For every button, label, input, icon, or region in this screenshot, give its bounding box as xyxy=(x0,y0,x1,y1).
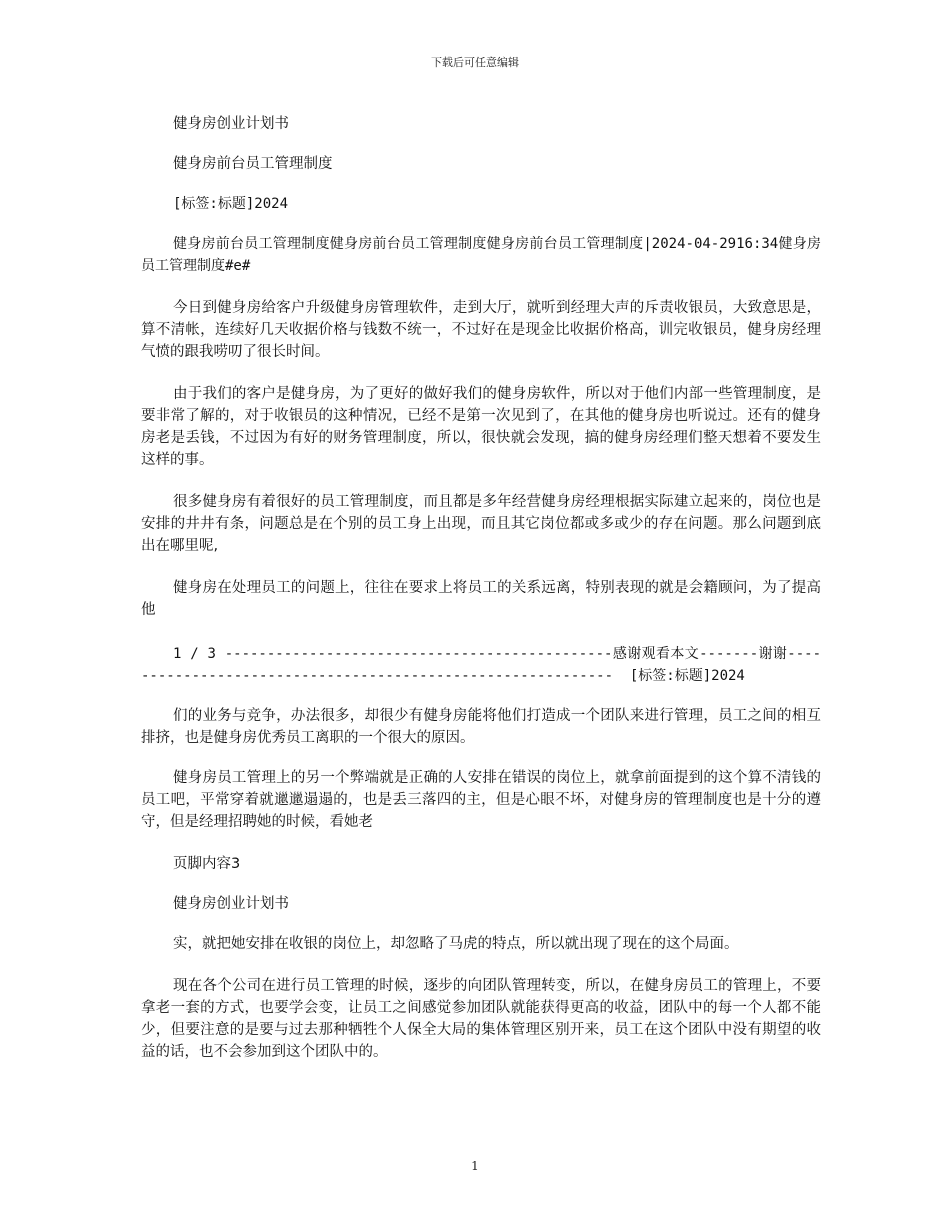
document-body xyxy=(141,113,821,1063)
document-title: 健身房前台员工管理制度 xyxy=(173,156,333,172)
body-paragraph: 很多健身房有着很好的员工管理制度，而且都是多年经营健身房经理根据实际建立起来的，岗位也是安排的井井有条，问题总是在个别的员工身上出现，而且其它岗位都或多或少的存在问题。那么问题到底出在哪里呢, xyxy=(141,494,821,554)
body-paragraph: 由于我们的客户是健身房，为了更好的做好我们的健身房软件，所以对于他们内部一些管理制度，是要非常了解的，对于收银员的这种情况，已经不是第一次见到了，在其他的健身房也听说过。还有的健身房老是丢钱，不过因为有好的财务管理制度，所以，很快就会发现，搞的健身房经理们整天想着不要发生这样的事。 xyxy=(141,386,821,468)
body-paragraph: 们的业务与竞争，办法很多，却很少有健身房能将他们打造成一个团队来进行管理，员工之间的相互排挤，也是健身房优秀员工离职的一个很大的原因。 xyxy=(141,708,821,746)
running-title: 健身房创业计划书 xyxy=(173,896,289,912)
running-title: 健身房创业计划书 xyxy=(173,116,289,132)
page-separator-line: 1 / 3 ----------------------------------------------感谢观看本文-------谢谢------------------------------------------------------------ [标签:标题]2024 xyxy=(141,646,821,684)
body-paragraph: 健身房员工管理上的另一个弊端就是正确的人安排在错误的岗位上，就拿前面提到的这个算不清钱的员工吧，平常穿着就邋邋遢遢的，也是丢三落四的主，但是心眼不坏，对健身房的管理制度也是十分的遵守，但是经理招聘她的时候，看她老 xyxy=(141,770,821,830)
tag-line: [标签:标题]2024 xyxy=(173,196,289,212)
body-paragraph: 今日到健身房给客户升级健身房管理软件，走到大厅，就听到经理大声的斥责收银员，大致意思是，算不清帐，连续好几天收据价格与钱数不统一，不过好在是现金比收据价格高，训完收银员，健身房经理气愤的跟我唠叨了很长时间。 xyxy=(141,300,821,360)
body-paragraph: 健身房在处理员工的问题上，往往在要求上将员工的关系远离，特别表现的就是会籍顾问，为了提高他 xyxy=(141,580,821,618)
page-number: 1 xyxy=(471,1159,479,1173)
meta-line: 健身房前台员工管理制度健身房前台员工管理制度健身房前台员工管理制度|2024-04-2916:34健身房员工管理制度#e# xyxy=(141,236,821,274)
header-note: 下载后可任意编辑 xyxy=(431,56,519,69)
body-paragraph: 现在各个公司在进行员工管理的时候，逐步的向团队管理转变，所以，在健身房员工的管理上，不要拿老一套的方式，也要学会变，让员工之间感觉参加团队就能获得更高的收益，团队中的每一个人都不能少，但要注意的是要与过去那种牺牲个人保全大局的集体管理区别开来，员工在这个团队中没有期望的收益的话，也不会参加到这个团队中的。 xyxy=(141,978,821,1060)
body-paragraph: 实，就把她安排在收银的岗位上，却忽略了马虎的特点，所以就出现了现在的这个局面。 xyxy=(173,936,739,952)
footer-content-label: 页脚内容3 xyxy=(173,856,241,872)
